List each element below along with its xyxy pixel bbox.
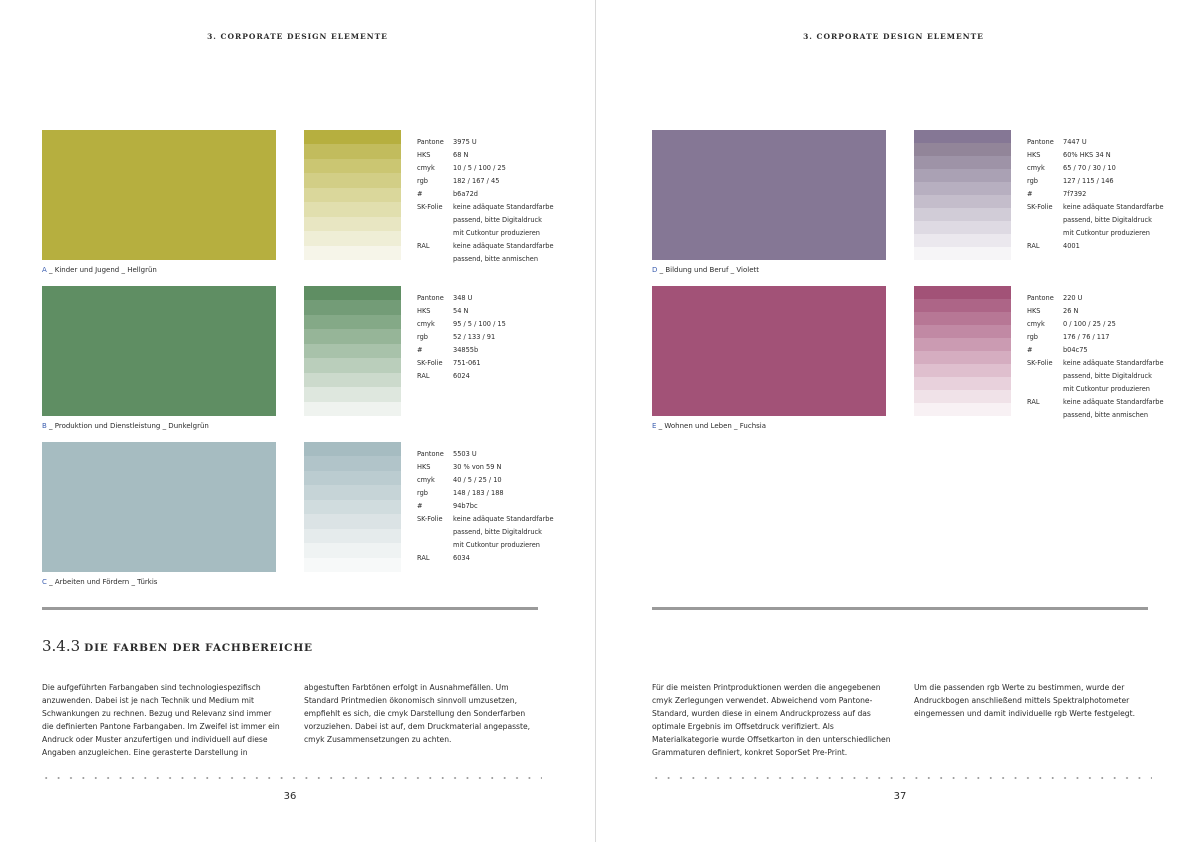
spec-value: b6a72d — [453, 190, 478, 198]
spec-value: 10 / 5 / 100 / 25 — [453, 164, 506, 172]
spec-value: passend, bitte Digitaldruck — [1063, 372, 1152, 380]
spec-value: 52 / 133 / 91 — [453, 333, 496, 341]
spec-value: keine adäquate Standardfarbe — [1063, 398, 1164, 406]
spec-value: passend, bitte Digitaldruck — [453, 528, 542, 536]
tint-step — [304, 202, 401, 216]
tint-step — [304, 217, 401, 231]
spec-value: 26 N — [1063, 307, 1079, 315]
spec-value: 3975 U — [453, 138, 477, 146]
spec-row — [417, 292, 506, 305]
tint-step — [914, 364, 1011, 377]
spec-row — [417, 149, 554, 162]
spec-row — [1027, 149, 1164, 162]
spec-key: Pantone — [417, 450, 444, 458]
spec-row — [417, 253, 554, 266]
tint-step — [914, 182, 1011, 195]
tint-step — [304, 387, 401, 401]
spec-value: 68 N — [453, 151, 469, 159]
spec-row — [1027, 201, 1164, 214]
tint-steps — [304, 442, 401, 572]
spec-key: cmyk — [417, 476, 435, 484]
tint-steps — [304, 130, 401, 260]
tint-step — [304, 442, 401, 456]
spec-key: SK-Folie — [1027, 203, 1053, 211]
swatch-caption — [652, 422, 766, 430]
section-number: 3.4.3 — [42, 637, 81, 655]
tint-step — [304, 373, 401, 387]
tint-step — [304, 144, 401, 158]
running-header: 3. CORPORATE DESIGN ELEMENTE — [803, 32, 984, 41]
spec-value: 176 / 76 / 117 — [1063, 333, 1110, 341]
tint-step — [914, 299, 1011, 312]
tint-step — [914, 390, 1011, 403]
tint-step — [304, 543, 401, 557]
color-swatch — [42, 286, 276, 416]
tint-steps — [304, 286, 401, 416]
tint-step — [914, 208, 1011, 221]
spec-row — [1027, 318, 1164, 331]
spec-value: passend, bitte Digitaldruck — [453, 216, 542, 224]
tint-step — [914, 286, 1011, 299]
spec-row — [1027, 227, 1164, 240]
tint-steps — [914, 286, 1011, 416]
swatch-caption — [42, 422, 209, 430]
tint-step — [914, 221, 1011, 234]
tint-step — [304, 159, 401, 173]
spec-value: passend, bitte anmischen — [1063, 411, 1149, 419]
spec-value: 95 / 5 / 100 / 15 — [453, 320, 506, 328]
body-text-column: Die aufgeführten Farbangaben sind technologiespezifisch anzuwenden. Dabei ist je nach Technik und Medium mit Schwankungen zu rechnen. Bezug und Relevanz sind immer die definierten Pantone Farbangaben. Im Zweifel ist immer ein Andruck oder Muster anzufertigen und individuell auf diese Angaben anzugleichen. Eine gerasterte Darstellung in — [42, 683, 280, 757]
spec-value: keine adäquate Standardfarbe — [1063, 203, 1164, 211]
page-number: 36 — [283, 791, 297, 802]
spec-row — [417, 526, 554, 539]
tint-step — [914, 351, 1011, 364]
tint-step — [914, 143, 1011, 156]
spec-value: 348 U — [453, 294, 473, 302]
spec-key: rgb — [417, 489, 428, 497]
spec-key: RAL — [417, 554, 430, 562]
spec-key — [1027, 383, 1063, 396]
spec-row — [417, 500, 554, 513]
spec-row — [417, 513, 554, 526]
tint-step — [304, 402, 401, 416]
tint-step — [304, 329, 401, 343]
spec-key — [417, 227, 453, 240]
swatch-label: _ Produktion und Dienstleistung _ Dunkelgrün — [46, 422, 209, 430]
color-swatch — [42, 130, 276, 260]
spec-key: RAL — [1027, 398, 1040, 406]
spec-row — [1027, 305, 1164, 318]
tint-step — [304, 173, 401, 187]
spec-key: Pantone — [1027, 138, 1054, 146]
spec-key — [417, 539, 453, 552]
spec-value: b04c75 — [1063, 346, 1088, 354]
spec-row — [1027, 331, 1164, 344]
spec-row — [417, 175, 554, 188]
spec-value: mit Cutkontur produzieren — [453, 541, 540, 549]
spec-row — [1027, 188, 1164, 201]
spec-row — [1027, 292, 1164, 305]
spec-key: # — [1027, 346, 1033, 354]
color-spec-table — [417, 448, 554, 565]
spec-value: keine adäquate Standardfarbe — [453, 515, 554, 523]
spec-key: HKS — [1027, 307, 1041, 315]
swatch-label: _ Bildung und Beruf _ Violett — [657, 266, 759, 274]
tint-step — [304, 471, 401, 485]
spec-key: RAL — [1027, 242, 1040, 250]
spec-value: 94b7bc — [453, 502, 478, 510]
color-swatch — [652, 286, 886, 416]
spec-row — [1027, 370, 1164, 383]
spec-key: rgb — [417, 177, 428, 185]
spec-row — [1027, 396, 1164, 409]
page-right — [596, 0, 1191, 842]
tint-step — [304, 286, 401, 300]
tint-step — [914, 156, 1011, 169]
spec-key — [1027, 227, 1063, 240]
spec-key: SK-Folie — [417, 359, 443, 367]
spec-key: cmyk — [1027, 164, 1045, 172]
dotted-rule — [40, 777, 542, 779]
spec-row — [417, 318, 506, 331]
spec-value: 7447 U — [1063, 138, 1087, 146]
spec-value: 65 / 70 / 30 / 10 — [1063, 164, 1116, 172]
tint-step — [914, 403, 1011, 416]
spec-value: keine adäquate Standardfarbe — [453, 203, 554, 211]
spec-key — [1027, 409, 1063, 422]
spec-row — [417, 448, 554, 461]
tint-step — [914, 338, 1011, 351]
dotted-rule — [650, 777, 1152, 779]
spec-key: cmyk — [417, 164, 435, 172]
color-spec-table — [1027, 136, 1164, 253]
swatch-letter: B — [42, 422, 47, 430]
swatch-caption — [652, 266, 759, 274]
spec-row — [417, 461, 554, 474]
body-text-column: Um die passenden rgb Werte zu bestimmen, wurde der Andruckbogen anschließend mittels Spektralphotometer eingemessen und damit individuelle rgb Werte festgelegt. — [914, 683, 1135, 718]
spec-row — [417, 227, 554, 240]
spec-row — [417, 474, 554, 487]
spec-value: mit Cutkontur produzieren — [1063, 229, 1150, 237]
body-text-column: Für die meisten Printproduktionen werden die angegebenen cmyk Zerlegungen verwendet. Abweichend vom Pantone-Standard, wurden diese in einem Andruckprozess auf das optimale Ergebnis im Offsetdruck verifiziert. Als Materialkategorie wurde Offsetkarton in den unterschiedlichen Grammaturen definiert, konkret SoporSet Pre-Print. — [652, 683, 891, 757]
tint-step — [914, 325, 1011, 338]
spec-row — [417, 214, 554, 227]
spec-key: SK-Folie — [1027, 359, 1053, 367]
spec-row — [417, 240, 554, 253]
color-swatch-block — [652, 286, 1162, 436]
spec-key — [1027, 214, 1063, 227]
spec-key: HKS — [417, 307, 431, 315]
spec-row — [417, 344, 506, 357]
spec-value: keine adäquate Standardfarbe — [1063, 359, 1164, 367]
divider-rule — [652, 607, 1148, 610]
spec-value: 5503 U — [453, 450, 477, 458]
color-swatch — [652, 130, 886, 260]
spec-key: HKS — [417, 463, 431, 471]
color-swatch-block — [42, 130, 552, 280]
spec-value: passend, bitte anmischen — [453, 255, 539, 263]
spec-key: rgb — [1027, 333, 1038, 341]
spec-value: 60% HKS 34 N — [1063, 151, 1111, 159]
swatch-letter: C — [42, 578, 47, 586]
color-spec-table — [1027, 292, 1164, 422]
spec-value: keine adäquate Standardfarbe — [453, 242, 554, 250]
spec-key: SK-Folie — [417, 515, 443, 523]
spec-key: rgb — [1027, 177, 1038, 185]
spec-value: mit Cutkontur produzieren — [1063, 385, 1150, 393]
spec-row — [1027, 162, 1164, 175]
tint-step — [304, 130, 401, 144]
spec-key: cmyk — [417, 320, 435, 328]
tint-step — [304, 558, 401, 572]
spec-row — [1027, 240, 1164, 253]
spec-value: 30 % von 59 N — [453, 463, 502, 471]
swatch-letter: A — [42, 266, 47, 274]
spec-key — [417, 526, 453, 539]
swatch-label: _ Wohnen und Leben _ Fuchsia — [656, 422, 767, 430]
spec-row — [417, 305, 506, 318]
spec-value: 0 / 100 / 25 / 25 — [1063, 320, 1116, 328]
spec-key: HKS — [1027, 151, 1041, 159]
tint-steps — [914, 130, 1011, 260]
spec-row — [1027, 383, 1164, 396]
spec-key: Pantone — [417, 294, 444, 302]
tint-step — [914, 247, 1011, 260]
tint-step — [914, 312, 1011, 325]
spec-value: 220 U — [1063, 294, 1083, 302]
swatch-letter: E — [652, 422, 657, 430]
tint-step — [304, 315, 401, 329]
spec-row — [1027, 409, 1164, 422]
spec-key: # — [417, 190, 423, 198]
spec-row — [417, 552, 554, 565]
tint-step — [914, 169, 1011, 182]
spec-row — [1027, 214, 1164, 227]
spec-key: # — [417, 502, 423, 510]
tint-step — [914, 377, 1011, 390]
divider-rule — [42, 607, 538, 610]
body-text-column: abgestuften Farbtönen erfolgt in Ausnahmefällen. Um Standard Printmedien ökonomisch sinnvoll umzusetzen, empfiehlt es sich, die cmyk Darstellung den Sonderfarben vorzuziehen. Dabei ist auf, dem Druckmaterial angepasste, cmyk Zusammensetzungen zu achten. — [304, 683, 531, 744]
color-swatch-block — [652, 130, 1162, 280]
color-spec-table — [417, 292, 506, 383]
section-title: DIE FARBEN DER FACHBEREICHE — [84, 642, 313, 654]
spec-key: # — [1027, 190, 1033, 198]
tint-step — [304, 456, 401, 470]
swatch-label: _ Kinder und Jugend _ Hellgrün — [46, 266, 157, 274]
spec-row — [417, 331, 506, 344]
tint-step — [914, 195, 1011, 208]
spec-row — [417, 370, 506, 383]
spec-value: 182 / 167 / 45 — [453, 177, 500, 185]
swatch-caption — [42, 266, 157, 274]
swatch-letter: D — [652, 266, 658, 274]
spec-value: 4001 — [1063, 242, 1080, 250]
spec-value: 148 / 183 / 188 — [453, 489, 504, 497]
page-number: 37 — [893, 791, 907, 802]
spec-value: 34855b — [453, 346, 479, 354]
tint-step — [304, 188, 401, 202]
spec-key: Pantone — [1027, 294, 1054, 302]
spec-value: passend, bitte Digitaldruck — [1063, 216, 1152, 224]
color-swatch — [42, 442, 276, 572]
tint-step — [914, 234, 1011, 247]
swatch-label: _ Arbeiten und Fördern _ Türkis — [46, 578, 158, 586]
spec-key — [1027, 370, 1063, 383]
spec-row — [417, 162, 554, 175]
spec-row — [1027, 175, 1164, 188]
color-swatch-block — [42, 286, 552, 436]
spec-row — [1027, 344, 1164, 357]
spec-row — [1027, 357, 1164, 370]
spec-value: 751-061 — [453, 359, 481, 367]
spec-value: 7f7392 — [1063, 190, 1087, 198]
spec-key: RAL — [417, 242, 430, 250]
spec-row — [1027, 136, 1164, 149]
tint-step — [304, 231, 401, 245]
spec-key: HKS — [417, 151, 431, 159]
spec-value: 54 N — [453, 307, 469, 315]
spec-key: RAL — [417, 372, 430, 380]
tint-step — [914, 130, 1011, 143]
tint-step — [304, 485, 401, 499]
spec-key — [417, 214, 453, 227]
page-left — [0, 0, 595, 842]
color-spec-table — [417, 136, 554, 266]
spec-row — [417, 487, 554, 500]
tint-step — [304, 344, 401, 358]
spec-row — [417, 201, 554, 214]
spec-value: 6034 — [453, 554, 470, 562]
spec-row — [417, 136, 554, 149]
spec-value: 127 / 115 / 146 — [1063, 177, 1114, 185]
spec-value: 40 / 5 / 25 / 10 — [453, 476, 502, 484]
section-heading — [42, 636, 313, 655]
tint-step — [304, 246, 401, 260]
tint-step — [304, 358, 401, 372]
tint-step — [304, 300, 401, 314]
spec-key: SK-Folie — [417, 203, 443, 211]
spec-key: # — [417, 346, 423, 354]
tint-step — [304, 514, 401, 528]
tint-step — [304, 500, 401, 514]
spec-key: Pantone — [417, 138, 444, 146]
tint-step — [304, 529, 401, 543]
spec-key: cmyk — [1027, 320, 1045, 328]
spec-row — [417, 539, 554, 552]
running-header: 3. CORPORATE DESIGN ELEMENTE — [207, 32, 388, 41]
spec-value: 6024 — [453, 372, 470, 380]
spec-key: rgb — [417, 333, 428, 341]
swatch-caption — [42, 578, 157, 586]
spec-row — [417, 357, 506, 370]
spec-row — [417, 188, 554, 201]
spec-value: mit Cutkontur produzieren — [453, 229, 540, 237]
spec-key — [417, 253, 453, 266]
color-swatch-block — [42, 442, 552, 592]
